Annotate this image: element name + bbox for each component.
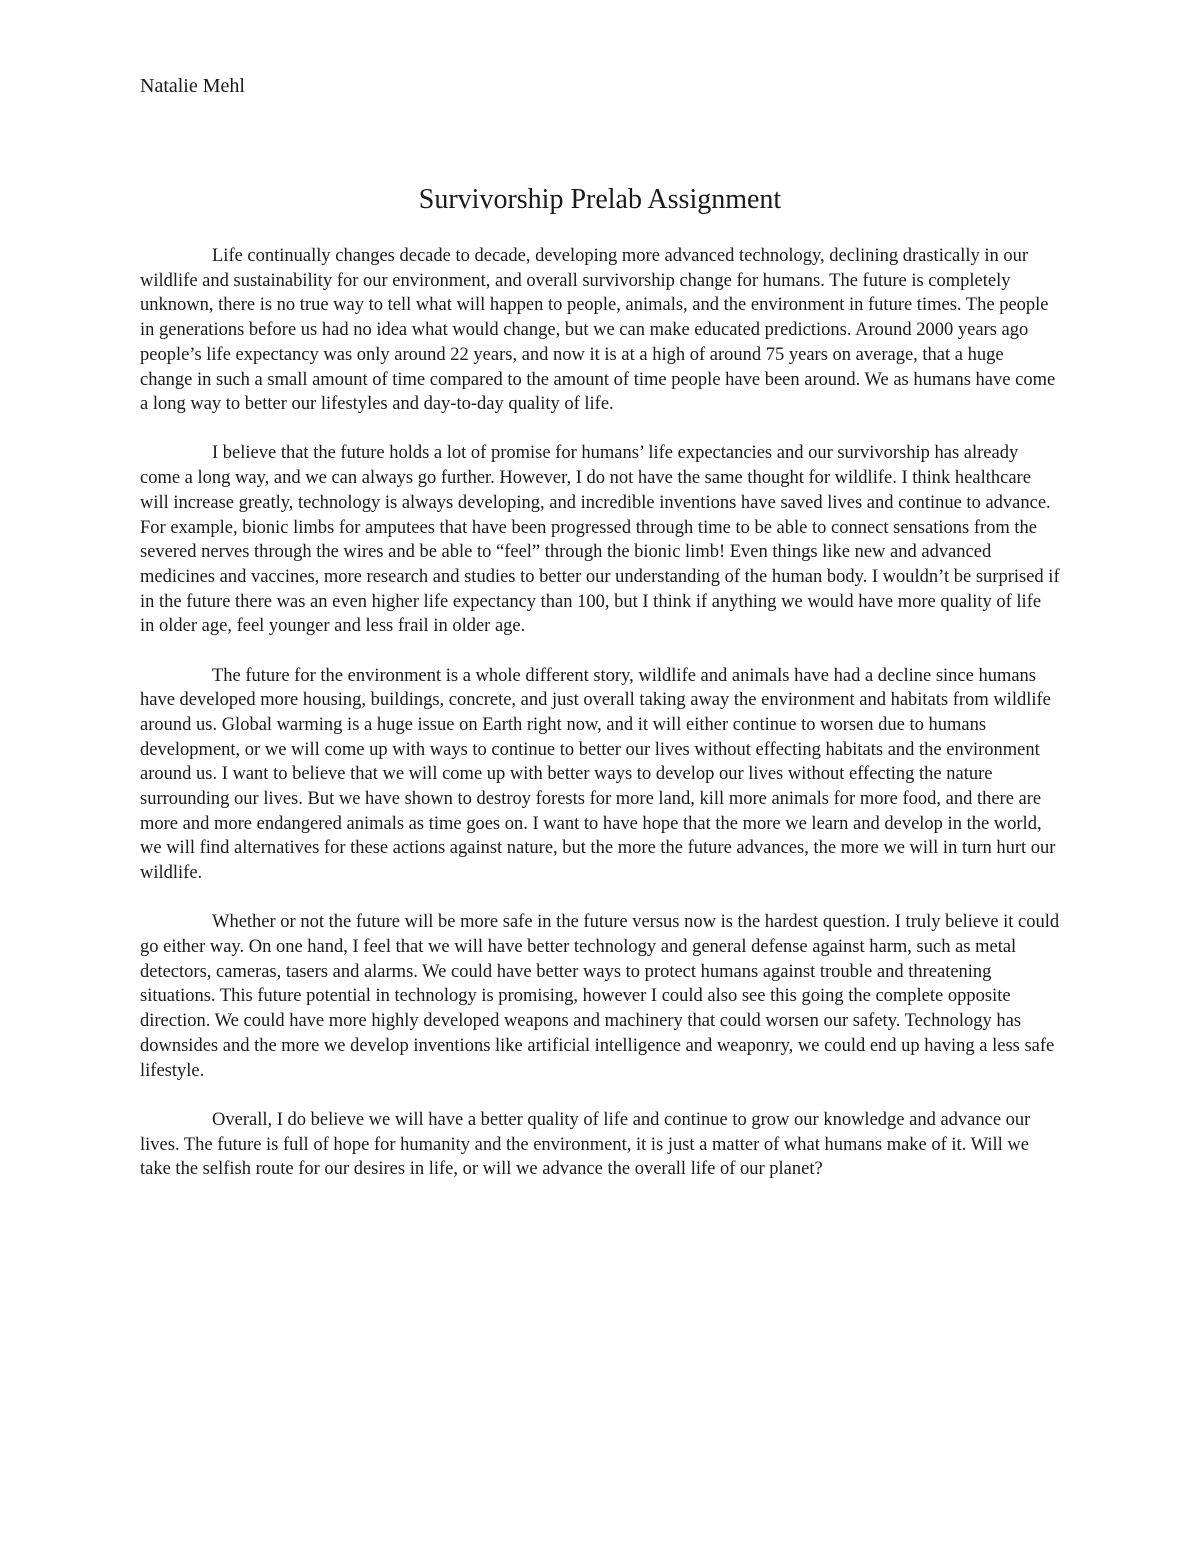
author-name: Natalie Mehl (140, 75, 245, 97)
paragraph-4: Whether or not the future will be more safe in the future versus now is the hardest question. I truly believe it could go either way. On one hand, I feel that we will have better technology and general defense against harm, such as metal detectors, cameras, tasers and alarms. We could have better ways to protect humans against trouble and threatening situations. This future potential in technology is promising, however I could also see this going the complete opposite direction. We could have more highly developed weapons and machinery that could worsen our safety. Technology has downsides and the more we develop inventions like artificial intelligence and weaponry, we could end up having a less safe lifestyle. (140, 912, 1060, 1081)
paragraph-5: Overall, I do believe we will have a better quality of life and continue to grow our knowledge and advance our lives. The future is full of hope for humanity and the environment, it is just a matter of what humans make of it. Will we take the selfish route for our desires in life, or will we advance the overall life of our planet? (140, 1109, 1031, 1180)
paragraph-3: The future for the environment is a whole different story, wildlife and animals have had a decline since humans have developed more housing, buildings, concrete, and just overall taking away the environment and habitats from wildlife around us. Global warming is a huge issue on Earth right now, and it will either continue to worsen due to humans development, or we will come up with ways to continue to better our lives without effecting habitats and the environment around us. I want to believe that we will come up with better ways to develop our lives without effecting the nature surrounding our lives. But we have shown to destroy forests for more land, kill more animals for more food, and there are more and more endangered animals as time goes on. I want to have hope that the more we learn and develop in the world, we will find alternatives for these actions against nature, but the more the future advances, the more we will in turn hurt our wildlife. (140, 665, 1056, 884)
document-title: Survivorship Prelab Assignment (418, 184, 782, 215)
document-body (140, 244, 1060, 1206)
paragraph-1: Life continually changes decade to decade, developing more advanced technology, declining drastically in our wildlife and sustainability for our environment, and overall survivorship change for humans. The future is completely unknown, there is no true way to tell what will happen to people, animals, and the environment in future times. The people in generations before us had no idea what would change, but we can make educated predictions. Around 2000 years ago people’s life expectancy was only around 22 years, and now it is at a high of around 75 years on average, that a huge change in such a small amount of time compared to the amount of time people have been around. We as humans have come a long way to better our lifestyles and day-to-day quality of life. (140, 246, 1056, 415)
paragraph-2: I believe that the future holds a lot of promise for humans’ life expectancies and our survivorship has already come a long way, and we can always go further. However, I do not have the same thought for wildlife. I think healthcare will increase greatly, technology is always developing, and incredible inventions have saved lives and continue to advance. For example, bionic limbs for amputees that have been progressed through time to be able to connect sensations from the severed nerves through the wires and be able to “feel” through the bionic limb! Even things like new and advanced medicines and vaccines, more research and studies to better our understanding of the human body. I wouldn’t be surprised if in the future there was an even higher life expectancy than 100, but I think if anything we would have more quality of life in older age, feel younger and less frail in older age. (140, 443, 1060, 637)
